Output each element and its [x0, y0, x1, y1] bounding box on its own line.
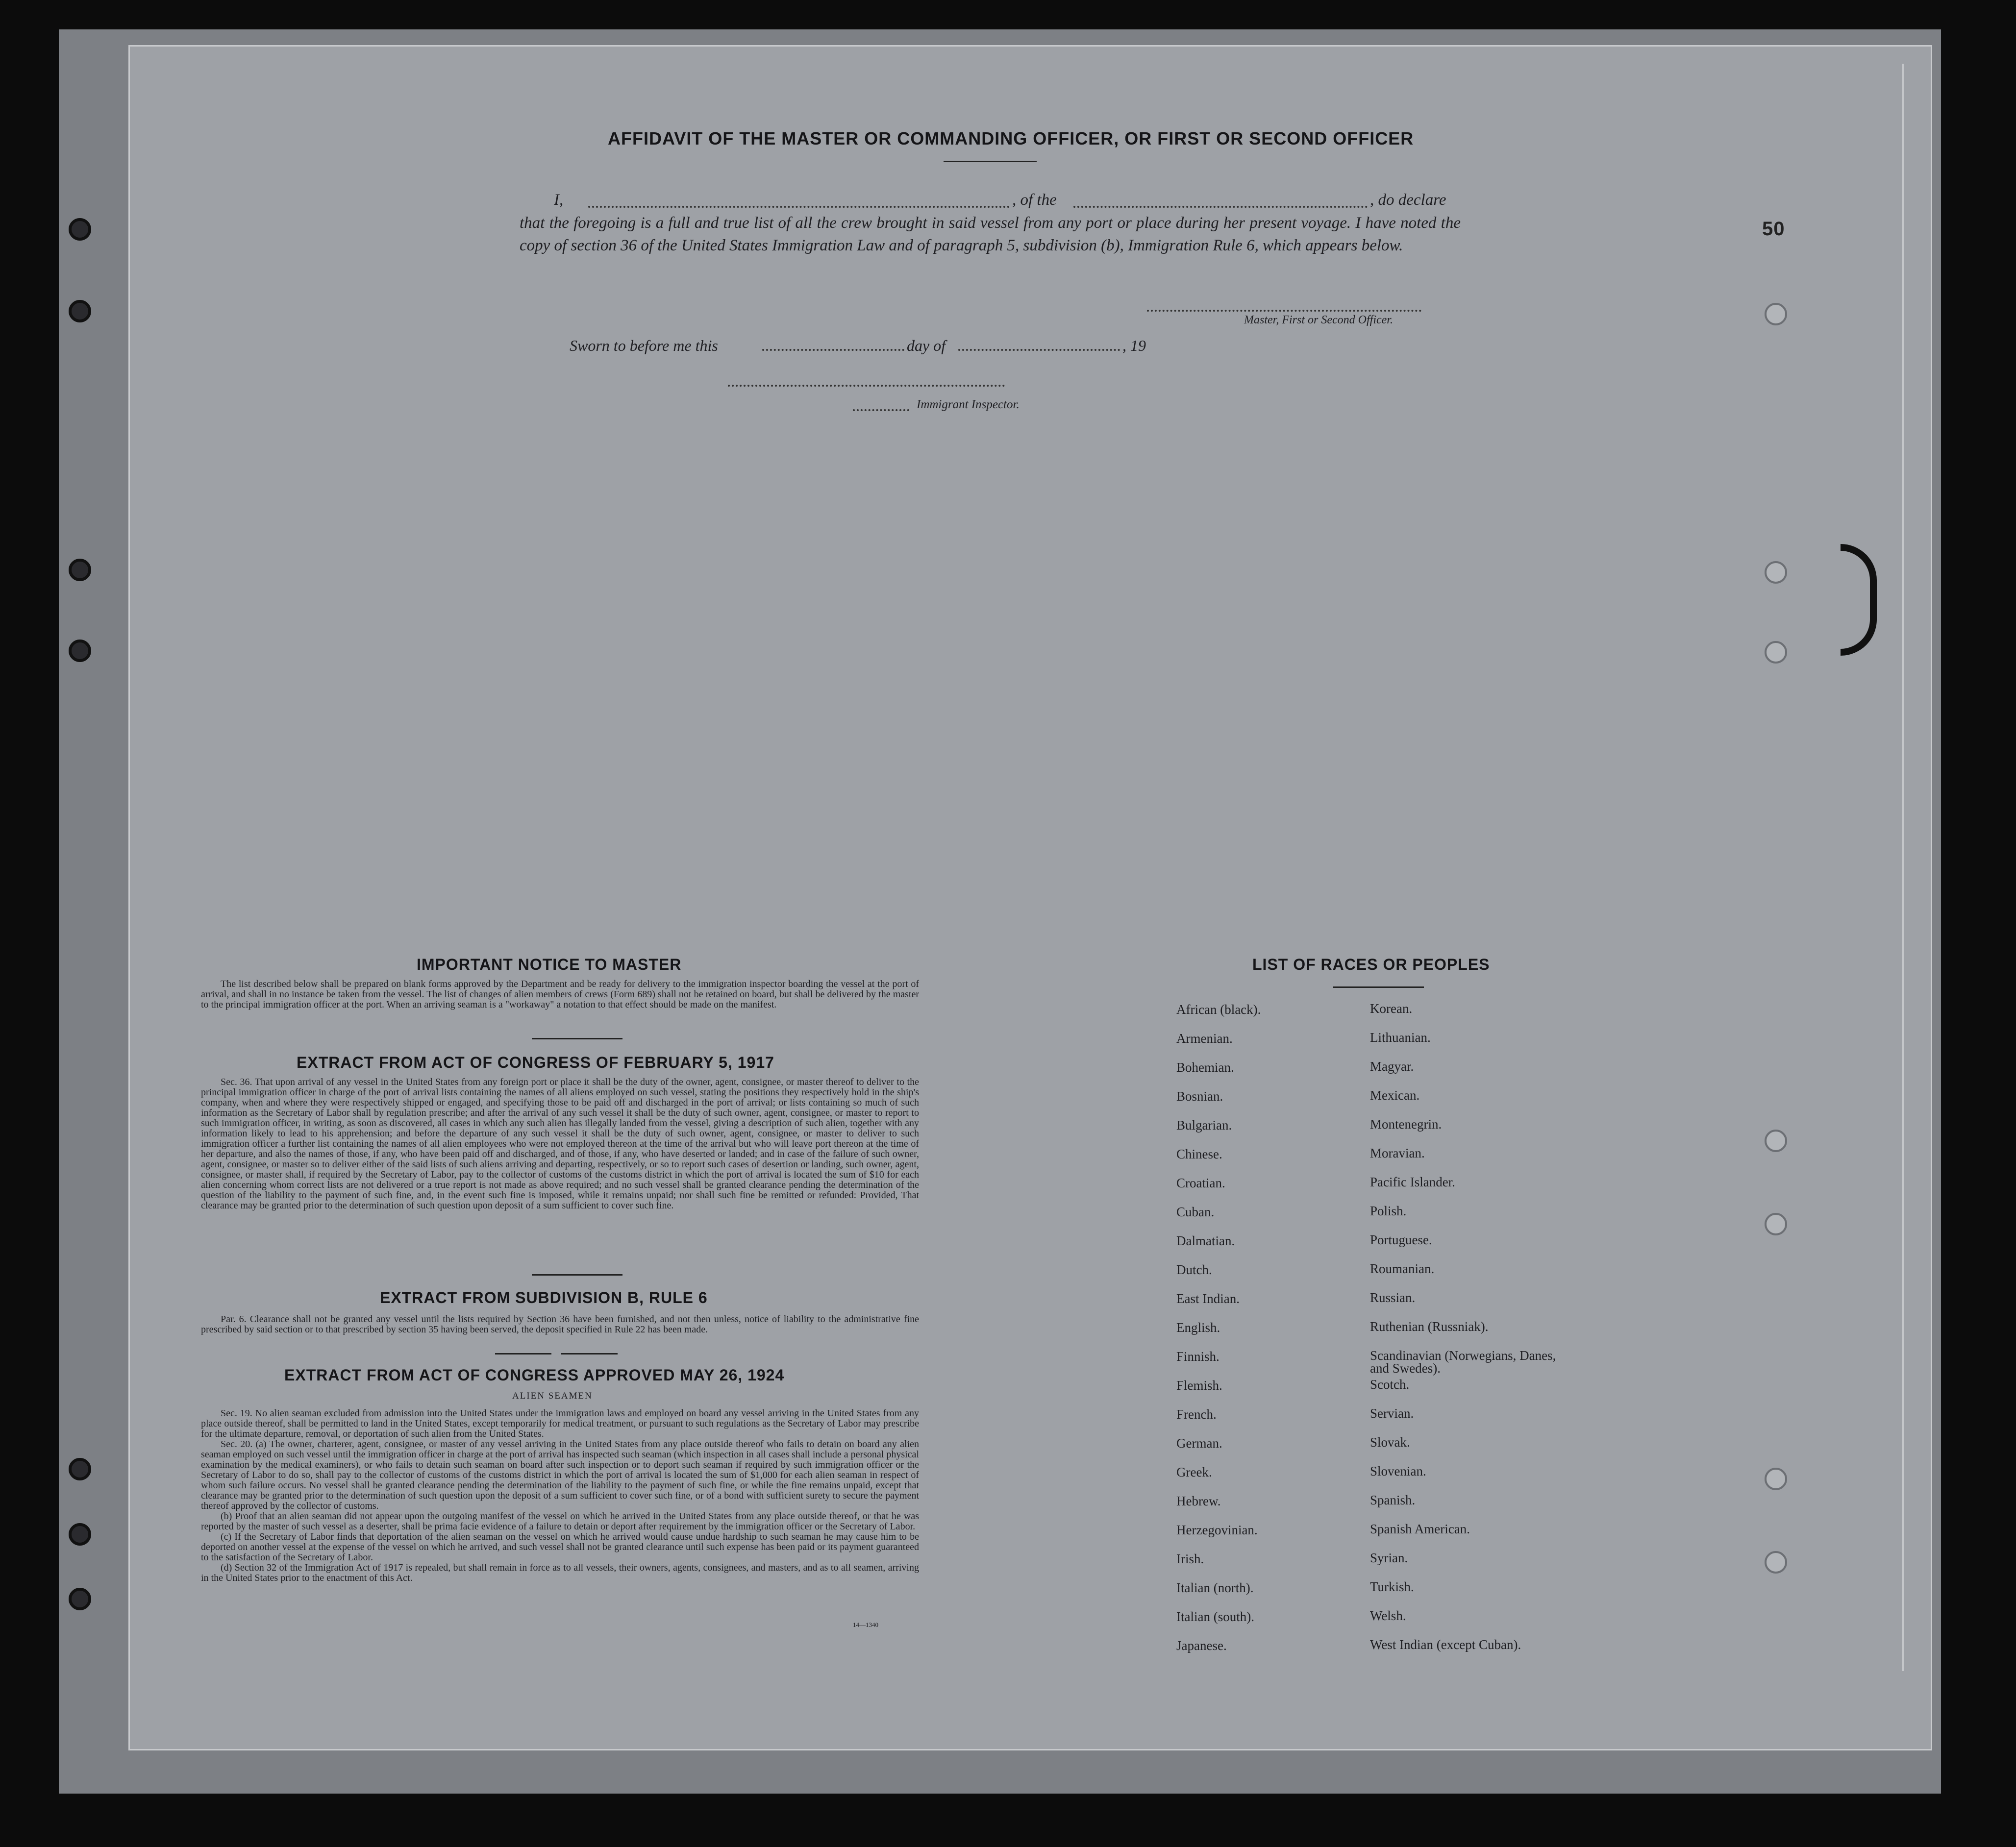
- sec20a-paragraph: Sec. 20. (a) The owner, charterer, agent, consignee, or master of any vessel arriving in the United States from any place outside thereof who fails to detain on board any alien seaman employed on such vessel until the immigration officer in charge at the port of arrival has inspected such seaman (which inspection in all cases shall include a personal physical examination by the medical examiners), or who fails to detain such seaman on board after such inspection or to deport such seaman if required by such immigration officer or the Secretary of Labor to do so, shall pay to the collector of customs of the customs district in which the port of arrival is located the sum of $1,000 for each alien seaman in respect of whom such failure occurs. No vessel shall be granted clearance pending the determination of the liability to the payment of such fine, or while the fine remains unpaid, except that clearance may be granted prior to the determination of such question upon the deposit of a sum sufficient to cover such fine, or of a bond with sufficient surety to secure the payment thereof approved by the collector of customs.: [201, 1439, 919, 1511]
- title-rule: [944, 161, 1037, 162]
- punch-hole: [1765, 641, 1787, 664]
- section-rule: [561, 1353, 618, 1354]
- race-left: Dutch.: [1176, 1262, 1212, 1277]
- race-left: Greek.: [1176, 1465, 1212, 1479]
- margin-line: [1902, 64, 1904, 1671]
- binder-hole: [69, 640, 91, 662]
- race-left: Bohemian.: [1176, 1060, 1234, 1075]
- binder-hole: [69, 218, 91, 241]
- race-row: [1176, 1089, 1578, 1118]
- sworn-year: , 19: [1122, 337, 1146, 354]
- race-row: [1176, 1233, 1578, 1262]
- race-left: German.: [1176, 1436, 1222, 1451]
- race-row: [1176, 1002, 1578, 1031]
- races-title-rule: [1333, 986, 1424, 988]
- race-row: [1176, 1436, 1578, 1465]
- race-right: Scandinavian (Norwegians, Danes, and Swedes).: [1370, 1348, 1556, 1376]
- race-left: Japanese.: [1176, 1638, 1227, 1653]
- race-right: Slovak.: [1370, 1435, 1410, 1450]
- notice-paragraph: The list described below shall be prepared on blank forms approved by the Department and be ready for delivery to the immigration inspector boarding the vessel at the port of arrival, and shall in no instance be taken from the vessel. The list of changes of alien members of crews (Form 689) shall not be retained on board, but shall be delivered by the master to the principal immigration officer at the port. When an arriving seaman is a "workaway" a notation to that effect should be made on the manifest.: [201, 979, 919, 1010]
- race-row: [1176, 1176, 1578, 1205]
- race-row: [1176, 1060, 1578, 1089]
- race-row: [1176, 1407, 1578, 1436]
- inspector-lead-line: [853, 409, 909, 411]
- race-right: Welsh.: [1370, 1608, 1406, 1623]
- sworn-prefix: Sworn to before me this: [570, 337, 718, 354]
- race-right: Spanish American.: [1370, 1522, 1470, 1536]
- punch-hole: [1765, 561, 1787, 584]
- race-left: French.: [1176, 1407, 1217, 1422]
- race-right: Spanish.: [1370, 1493, 1416, 1507]
- race-left: Chinese.: [1176, 1147, 1222, 1161]
- races-list: [1176, 1002, 1578, 1667]
- sec20d-paragraph: (d) Section 32 of the Immigration Act of 1917 is repealed, but shall remain in force as to all vessels, their owners, agents, consignees, and masters, and as to all seamen, arriving in the United States prior to the enactment of this Act.: [201, 1562, 919, 1583]
- race-left: Hebrew.: [1176, 1494, 1221, 1508]
- race-right: Pacific Islander.: [1370, 1175, 1455, 1189]
- race-left: African (black).: [1176, 1002, 1261, 1017]
- extract-rule6-text: [201, 1314, 919, 1335]
- punch-hole: [1765, 1213, 1787, 1235]
- race-right: West Indian (except Cuban).: [1370, 1637, 1521, 1652]
- race-row: [1176, 1291, 1578, 1320]
- inspector-caption: Immigrant Inspector.: [917, 398, 1020, 411]
- notice-text: [201, 979, 919, 1010]
- sworn-day-of: day of: [907, 337, 946, 354]
- race-right: Montenegrin.: [1370, 1117, 1442, 1132]
- race-left: Italian (south).: [1176, 1609, 1254, 1624]
- extract-rule6-paragraph: Par. 6. Clearance shall not be granted any vessel until the lists required by Section 36 have been furnished, and not then unless, notice of liability to the administrative fine prescribed by said section or to that prescribed by section 35 having been served, the deposit specified in Rule 22 has been made.: [201, 1314, 919, 1335]
- race-left: Armenian.: [1176, 1031, 1233, 1046]
- extract-1924-subtitle: ALIEN SEAMEN: [512, 1391, 593, 1401]
- sec20c-paragraph: (c) If the Secretary of Labor finds that deportation of the alien seaman on the vessel on which he arrived would cause undue hardship to such seaman he may cause him to be deported on another vessel at the expense of the vessel on which he arrived, and such vessel shall not be granted clearance until such expense has been paid or its payment guaranteed to the satisfaction of the Secretary of Labor.: [201, 1531, 919, 1563]
- race-left: Dalmatian.: [1176, 1233, 1235, 1248]
- race-right: Syrian.: [1370, 1551, 1408, 1565]
- affidavit-paragraph: that the foregoing is a full and true list of all the crew brought in said vessel from any port or place during her present voyage. I have noted the copy of section 36 of the United States Immigration Law and of paragraph 5, subdivision (b), Immigration Rule 6, which appears below.: [520, 214, 1461, 254]
- race-left: Italian (north).: [1176, 1580, 1254, 1595]
- race-row: [1176, 1320, 1578, 1349]
- binder-hole: [69, 559, 91, 581]
- race-right: Portuguese.: [1370, 1232, 1432, 1247]
- race-row: [1176, 1523, 1578, 1551]
- race-left: Herzegovinian.: [1176, 1523, 1258, 1537]
- race-left: Irish.: [1176, 1551, 1204, 1566]
- race-row: [1176, 1551, 1578, 1580]
- affidavit-i: I,: [554, 191, 564, 209]
- races-title: LIST OF RACES OR PEOPLES: [1252, 956, 1490, 973]
- extract-1917-text: [201, 1077, 919, 1211]
- punch-hole: [1765, 1130, 1787, 1152]
- section-rule: [495, 1353, 551, 1354]
- race-row: [1176, 1205, 1578, 1233]
- extract-rule6-title: EXTRACT FROM SUBDIVISION B, RULE 6: [380, 1289, 708, 1306]
- affidavit-of-the: , of the: [1012, 191, 1057, 209]
- race-right: Korean.: [1370, 1001, 1413, 1016]
- binder-hole: [69, 300, 91, 322]
- punch-hole: [1765, 1551, 1787, 1574]
- race-row: [1176, 1349, 1578, 1378]
- page-tab-number: 50: [1762, 218, 1785, 240]
- race-row: [1176, 1262, 1578, 1291]
- extract-1917-title: EXTRACT FROM ACT OF CONGRESS OF FEBRUARY 5, 1917: [297, 1054, 774, 1071]
- race-row: [1176, 1465, 1578, 1494]
- race-left: Cuban.: [1176, 1205, 1215, 1219]
- race-left: Finnish.: [1176, 1349, 1220, 1364]
- race-right: Magyar.: [1370, 1059, 1414, 1074]
- race-row: [1176, 1609, 1578, 1638]
- race-right: Polish.: [1370, 1204, 1407, 1218]
- race-right: Lithuanian.: [1370, 1030, 1431, 1045]
- section-rule: [532, 1038, 622, 1039]
- extract-1924-text: [201, 1408, 919, 1583]
- race-right: Turkish.: [1370, 1579, 1414, 1594]
- signature-field-line[interactable]: [1147, 310, 1421, 312]
- binder-hole: [69, 1458, 91, 1480]
- race-left: Flemish.: [1176, 1378, 1222, 1393]
- binder-hole: [69, 1588, 91, 1610]
- race-left: East Indian.: [1176, 1291, 1240, 1306]
- race-right: Ruthenian (Russniak).: [1370, 1319, 1489, 1334]
- punch-hole: [1765, 303, 1787, 325]
- race-right: Mexican.: [1370, 1088, 1420, 1103]
- race-right: Roumanian.: [1370, 1261, 1435, 1276]
- race-row: [1176, 1118, 1578, 1147]
- race-left: English.: [1176, 1320, 1220, 1335]
- race-left: Bosnian.: [1176, 1089, 1223, 1104]
- sworn-day-field-line[interactable]: [762, 349, 904, 351]
- sworn-month-field-line[interactable]: [958, 349, 1120, 351]
- race-row: [1176, 1580, 1578, 1609]
- vessel-field-line[interactable]: [1073, 206, 1368, 208]
- affidavit-text: [520, 212, 1461, 257]
- race-right: Servian.: [1370, 1406, 1414, 1421]
- notice-title: IMPORTANT NOTICE TO MASTER: [417, 956, 682, 973]
- extract-1917-paragraph: Sec. 36. That upon arrival of any vessel in the United States from any foreign port or place it shall be the duty of the owner, agent, consignee, or master thereof to deliver to the principal immigration officer in charge of the port of arrival lists containing the names of all aliens employed on such vessel, stating the positions they respectively hold in the ship's company, when and where they were respectively shipped or engaged, and specifying those to be paid off and discharged in the port of arrival; or lists containing so much of such information as the Secretary of Labor shall by regulation prescribe; and after the arrival of any such vessel it shall be the duty of such owner, agent, consignee, or master to report to such immigration officer, in writing, as soon as discovered, all cases in which any such alien has illegally landed from the vessel, giving a description of such alien, together with any information likely to lead to his apprehension; and before the departure of any such vessel it shall be the duty of such owner, agent, consignee, or master to deliver to such immigration officer a further list containing the names of all alien employees who were not employed thereon at the time of the arrival but who will leave port thereon at the time of her departure, and also the names of those, if any, who have been paid off and discharged, and of those, if any, who have deserted or landed; and in case of the failure of such owner, agent, consignee, or master so to deliver either of the said lists of such aliens arriving and departing, respectively, or so to report such cases of desertion or landing, such owner, agent, consignee, or master shall, if required by the Secretary of Labor, pay to the collector of customs of the customs district in which the port of arrival is located the sum of $10 for each alien concerning whom correct lists are not delivered or a true report is not made as above required; and no such vessel shall be granted clearance pending the determination of the question of the liability to the payment of such fine, and, in the event such fine is imposed, while it remains unpaid; nor shall such fine be remitted or refunded: Provided, That clearance may be granted prior to the determination of such question upon deposit of a sum sufficient to cover such fine.: [201, 1077, 919, 1211]
- race-right: Scotch.: [1370, 1377, 1410, 1392]
- section-rule: [532, 1274, 622, 1276]
- name-field-line[interactable]: [588, 206, 1010, 208]
- race-row: [1176, 1031, 1578, 1060]
- binder-hole: [69, 1523, 91, 1546]
- sec20b-paragraph: (b) Proof that an alien seaman did not appear upon the outgoing manifest of the vessel on which he arrived in the United States from any place outside thereof, or that he was reported by the master of such vessel as a deserter, shall be prima facie evidence of a failure to detain or deport after requirement by the immigration officer or the Secretary of Labor.: [201, 1511, 919, 1532]
- race-right: Russian.: [1370, 1290, 1416, 1305]
- affidavit-title: AFFIDAVIT OF THE MASTER OR COMMANDING OFFICER, OR FIRST OR SECOND OFFICER: [608, 128, 1414, 148]
- race-right: Moravian.: [1370, 1146, 1425, 1160]
- race-left: Croatian.: [1176, 1176, 1225, 1190]
- race-row: [1176, 1378, 1578, 1407]
- form-number: 14—1340: [853, 1621, 878, 1628]
- extract-1924-title: EXTRACT FROM ACT OF CONGRESS APPROVED MAY 26, 1924: [284, 1366, 785, 1384]
- signature-caption: Master, First or Second Officer.: [1244, 314, 1393, 326]
- race-row: [1176, 1638, 1578, 1667]
- race-right: Slovenian.: [1370, 1464, 1426, 1478]
- race-left: Bulgarian.: [1176, 1118, 1232, 1133]
- affidavit-declare: , do declare: [1370, 191, 1446, 209]
- race-row: [1176, 1147, 1578, 1176]
- race-row: [1176, 1494, 1578, 1523]
- sec19-paragraph: Sec. 19. No alien seaman excluded from admission into the United States under the immigration laws and employed on board any vessel arriving in the United States from any place outside thereof, shall be permitted to land in the United States, except temporarily for medical treatment, or pursuant to such regulations as the Secretary of Labor may prescribe for the ultimate departure, removal, or deportation of such alien from the United States.: [201, 1408, 919, 1439]
- punch-hole: [1765, 1468, 1787, 1490]
- inspector-field-line[interactable]: [728, 385, 1005, 387]
